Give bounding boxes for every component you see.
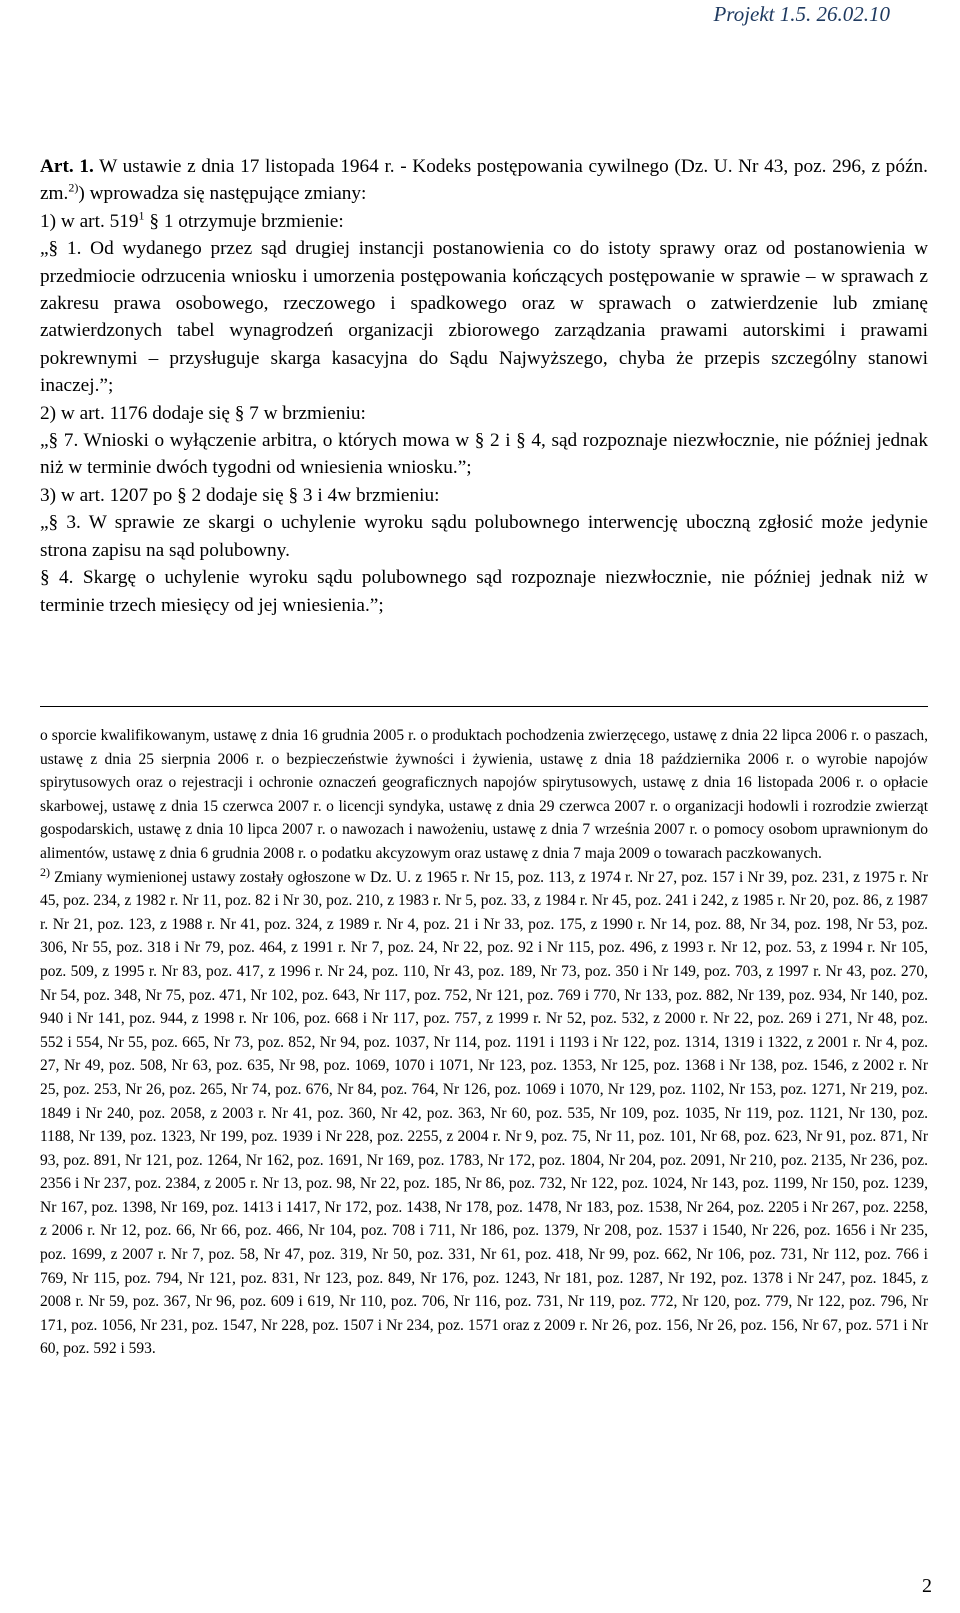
footnote-separator — [40, 706, 928, 707]
footnote-2: $^{2)}$ Zmiany wymienionej ustawy zostały ogłoszone w Dz. U. z 1965 r. Nr 15, poz. 113, z 1974 r. Nr 27, poz. 157 i Nr 39, poz. 231, z 1975 r. Nr 45, poz. 234, z 1982 r. Nr 11, poz. 82 i Nr 30, poz. 210, z 1983 r. Nr 5, poz. 33, z 1984 r. Nr 45, poz. 241 i 242, z 1985 r. Nr 20, poz. 86, z 1987 r. Nr 21, poz. 123, z 1988 r. Nr 41, poz. 324, z 1989 r. Nr 4, poz. 21 i Nr 33, poz. 175, z 1990 r. Nr 14, poz. 88, Nr 34, poz. 198, Nr 53, poz. 306, Nr 55, poz. 318 i Nr 79, poz. 464, z 1991 r. Nr 7, poz. 24, Nr 22, poz. 92 i Nr 115, poz. 496, z 1993 r. Nr 12, poz. 53, z 1994 r. Nr 105, poz. 509, z 1995 r. Nr 83, poz. 417, z 1996 r. Nr 24, poz. 110, Nr 43, poz. 189, Nr 73, poz. 350 i Nr 149, poz. 703, z 1997 r. Nr 43, poz. 270, Nr 54, poz. 348, Nr 75, poz. 471, Nr 102, poz. 643, Nr 117, poz. 752, Nr 121, poz. 769 i 770, Nr 133, poz. 882, Nr 139, poz. 934, Nr 140, poz. 940 i Nr 141, poz. 944, z 1998 r. Nr 106, poz. 668 i Nr 117, poz. 757, z 1999 r. Nr 52, poz. 532, z 2000 r. Nr 22, poz. 269 i 271, Nr 48, poz. 552 i 554, Nr 55, poz. 665, Nr 73, poz. 852, Nr 94, poz. 1037, Nr 114, poz. 1191 i 1193 i Nr 122, poz. 1314, 1319 i 1322, z 2001 r. Nr 4, poz. 27, Nr 49, poz. 508, Nr 63, poz. 635, Nr 98, poz. 1069, 1070 i 1071, Nr 123, poz. 1353, Nr 125, poz. 1368 i Nr 138, poz. 1546, z 2002 r. Nr 25, poz. 253, Nr 26, poz. 265, Nr 74, poz. 676, Nr 84, poz. 764, Nr 126, poz. 1069 i 1070, Nr 129, poz. 1102, Nr 153, poz. 1271, Nr 219, poz. 1849 i Nr 240, poz. 2058, z 2003 r. Nr 41, poz. 360, Nr 42, poz. 363, Nr 60, poz. 535, Nr 109, poz. 1035, Nr 119, poz. 1121, Nr 130, poz. 1188, Nr 139, poz. 1323, Nr 199, poz. 1939 i Nr 228, poz. 2255, z 2004 r. Nr 9, poz. 75, Nr 11, poz. 101, Nr 68, poz. 623, Nr 91, poz. 871, Nr 93, poz. 891, Nr 121, poz. 1264, Nr 162, poz. 1691, Nr 169, poz. 1783, Nr 172, poz. 1804, Nr 204, poz. 2091, Nr 210, poz. 2135, Nr 236, poz. 2356 i Nr 237, poz. 2384, z 2005 r. Nr 13, poz. 98, Nr 22, poz. 185, Nr 86, poz. 732, Nr 122, poz. 1024, Nr 143, poz. 1199, Nr 150, poz. 1239, Nr 167, poz. 1398, Nr 169, poz. 1413 i 1417, Nr 172, poz. 1438, Nr 178, poz. 1478, Nr 183, poz. 1538, Nr 264, poz. 2205 i Nr 267, poz. 2258, z 2006 r. Nr 12, poz. 66, Nr 66, poz. 466, Nr 104, poz. 708 i 711, Nr 186, poz. 1379, Nr 208, poz. 1537 i 1540, Nr 226, poz. 1656 i Nr 235, poz. 1699, z 2007 r. Nr 7, poz. 58, Nr 47, poz. 319, Nr 50, poz. 331, Nr 61, poz. 418, Nr 99, poz. 662, Nr 106, poz. 731, Nr 112, poz. 766 i 769, Nr 115, poz. 794, Nr 121, poz. 831, Nr 123, poz. 849, Nr 176, poz. 1243, Nr 181, poz. 1287, Nr 192, poz. 1378 i Nr 247, poz. 1845, z 2008 r. Nr 59, poz. 367, Nr 96, poz. 609 i 619, Nr 110, poz. 706, Nr 116, poz. 731, Nr 119, poz. 772, Nr 120, poz. 779, Nr 122, poz. 796, Nr 171, poz. 1056, Nr 231, poz. 1547, Nr 228, poz. 1507 i Nr 234, poz. 1571 oraz z 2009 r. Nr 26, poz. 156, Nr 26, poz. 156, Nr 67, poz. 571 i Nr 60, poz. 592 i 593. — [40, 864, 928, 1358]
article-1-intro: Art. 1. W ustawie z dnia 17 listopada 1964 r. - Kodeks postępowania cywilnego (Dz. U. Nr 43, poz. 296, z późn. zm.$^{2)}$) wprowadza się następujące zmiany: — [40, 156, 928, 205]
point-2-heading: 2) w art. 1176 dodaje się § 7 w brzmieniu: — [40, 402, 366, 424]
main-content — [40, 153, 928, 619]
page-number: 2 — [922, 1575, 932, 1597]
point-1-text: „§ 1. Od wydanego przez sąd drugiej instancji postanowienia co do istoty sprawy oraz od postanowienia w przedmiocie odrzucenia wniosku i umorzenia postępowania kończących postępowanie w sprawie – w sprawach z zakresu prawa osobowego, rzeczowego i spadkowego oraz w sprawach o zatwierdzenie lub zmianę zatwierdzonych tabel wynagrodzeń organizacji zbiorowego zarządzania prawami autorskimi i prawami pokrewnymi – przysługuje skarga kasacyjna do Sądu Najwyższego, chyba że przepis szczególny stanowi inaczej.”; — [40, 238, 928, 397]
point-3-paragraph-3: „§ 3. W sprawie ze skargi o uchylenie wyroku sądu polubownego interwencję uboczną zgłosić może jedynie strona zapisu na sąd polubowny. — [40, 512, 928, 561]
point-3-paragraph-4: § 4. Skargę o uchylenie wyroku sądu polubownego sąd rozpoznaje niezwłocznie, nie później jednak niż w terminie trzech miesięcy od jej wniesienia.”; — [40, 567, 928, 616]
footnote-2-marker: 2) — [40, 864, 50, 879]
footnotes — [40, 724, 928, 1361]
point-2-text: „§ 7. Wnioski o wyłączenie arbitra, o których mowa w § 2 i § 4, sąd rozpoznaje niezwłocznie, nie później jednak niż w terminie dwóch tygodni od wniesienia wniosku.”; — [40, 430, 928, 479]
article-label: Art. 1. — [40, 156, 94, 177]
footnote-1-continuation: o sporcie kwalifikowanym, ustawę z dnia 16 grudnia 2005 r. o produktach pochodzenia zwierzęcego, ustawę z dnia 22 lipca 2006 r. o paszach, ustawę z dnia 25 sierpnia 2006 r. o bezpieczeństwie żywności i żywienia, ustawę z dnia 18 października 2006 r. o wyrobie napojów spirytusowych oraz o rejestracji i ochronie oznaczeń geograficznych napojów spirytusowych, ustawę z dnia 16 listopada 2006 r. o opłacie skarbowej, ustawę z dnia 15 czerwca 2007 r. o licencji syndyka, ustawę z dnia 29 czerwca 2007 r. o organizacji hodowli i rozrodzie zwierząt gospodarskich, ustawę z dnia 10 lipca 2007 r. o nawozach i nawożeniu, ustawę z dnia 7 września 2007 r. o pomocy osobom uprawnionym do alimentów, ustawę z dnia 6 grudnia 2008 r. o podatku akcyzowym oraz ustawę z dnia 7 maja 2009 o towarach paczkowanych. — [40, 727, 928, 862]
document-header: Projekt 1.5. 26.02.10 — [713, 2, 890, 26]
point-1-heading: 1) w art. $519^1$ § 1 otrzymuje brzmienie: — [40, 208, 344, 232]
point-3-heading: 3) w art. 1207 po § 2 dodaje się § 3 i 4w brzmieniu: — [40, 484, 440, 506]
